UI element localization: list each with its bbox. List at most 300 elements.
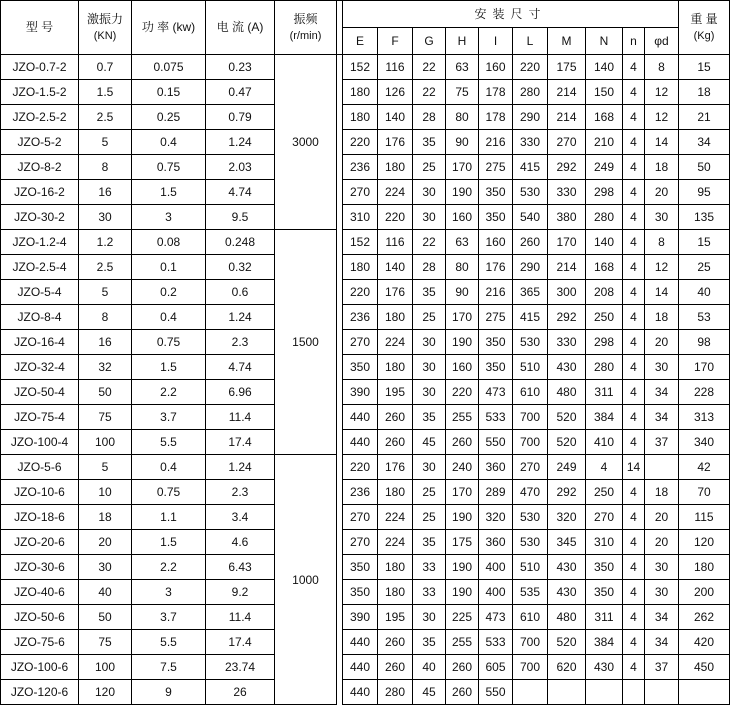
dim-cell: 345 [548,530,586,555]
force-cell: 40 [79,580,132,605]
dim-cell: 25 [413,480,446,505]
dim-cell: 4 [623,430,645,455]
table-row [1,580,730,605]
dim-cell: 175 [446,530,479,555]
header-dim-7: N [586,28,623,55]
dim-cell: 380 [548,205,586,230]
dim-cell: 152 [343,230,378,255]
weight-cell: 200 [679,580,730,605]
force-cell: 30 [79,555,132,580]
table-row [1,680,730,705]
dim-cell: 280 [513,80,548,105]
dim-cell: 190 [446,180,479,205]
dim-cell: 224 [378,330,413,355]
dim-cell: 4 [623,380,645,405]
dim-cell: 440 [343,630,378,655]
dim-cell: 350 [586,555,623,580]
dim-cell: 510 [513,355,548,380]
dim-cell [623,680,645,705]
model-cell: JZO-40-6 [1,580,79,605]
model-cell: JZO-5-2 [1,130,79,155]
table-row [1,255,730,280]
dim-cell: 20 [645,330,679,355]
dim-cell: 350 [479,205,513,230]
model-cell: JZO-2.5-2 [1,105,79,130]
force-cell: 100 [79,655,132,680]
dim-cell: 4 [623,155,645,180]
dim-cell: 25 [413,155,446,180]
dim-cell: 34 [645,380,679,405]
dim-cell: 610 [513,380,548,405]
dim-cell: 25 [413,505,446,530]
current-cell: 26 [206,680,275,705]
dim-cell: 37 [645,655,679,680]
dim-cell: 170 [446,155,479,180]
dim-cell: 34 [645,605,679,630]
force-cell: 75 [79,405,132,430]
dim-cell: 20 [645,180,679,205]
dim-cell: 35 [413,405,446,430]
dim-cell: 22 [413,55,446,80]
dim-cell: 18 [645,305,679,330]
model-cell: JZO-8-2 [1,155,79,180]
header-weight: 重 量 (Kg) [679,1,730,55]
dim-cell: 220 [343,280,378,305]
dim-cell [548,680,586,705]
dim-cell: 176 [479,255,513,280]
table-row [1,605,730,630]
force-cell: 75 [79,630,132,655]
power-cell: 3 [132,205,206,230]
power-cell: 3.7 [132,605,206,630]
dim-cell: 270 [343,530,378,555]
dim-cell: 12 [645,105,679,130]
dim-cell: 520 [548,430,586,455]
dim-cell: 4 [623,180,645,205]
current-cell: 11.4 [206,605,275,630]
dim-cell: 330 [513,130,548,155]
current-cell: 2.03 [206,155,275,180]
current-cell: 17.4 [206,430,275,455]
dim-cell: 190 [446,580,479,605]
dim-cell: 298 [586,180,623,205]
power-cell: 3.7 [132,405,206,430]
dim-cell: 180 [343,105,378,130]
dim-cell: 180 [378,155,413,180]
header-frequency: 振频 (r/min) [275,1,337,55]
table-row [1,205,730,230]
weight-cell [679,680,730,705]
model-cell: JZO-100-4 [1,430,79,455]
header-dim-5: L [513,28,548,55]
dim-cell: 275 [479,305,513,330]
dim-cell: 535 [513,580,548,605]
dim-cell: 168 [586,255,623,280]
dim-cell: 216 [479,130,513,155]
table-row [1,305,730,330]
weight-cell: 40 [679,280,730,305]
dim-cell: 168 [586,105,623,130]
current-cell: 0.47 [206,80,275,105]
dim-cell [645,680,679,705]
dim-cell: 533 [479,630,513,655]
table-row [1,105,730,130]
table-row [1,555,730,580]
model-cell: JZO-75-6 [1,630,79,655]
table-row [1,330,730,355]
dim-cell: 80 [446,105,479,130]
model-cell: JZO-16-2 [1,180,79,205]
dim-cell: 35 [413,280,446,305]
dim-cell: 270 [586,505,623,530]
frequency-cell: 3000 [275,55,337,230]
force-cell: 50 [79,380,132,405]
weight-cell: 15 [679,55,730,80]
dim-cell: 260 [378,655,413,680]
dim-cell: 440 [343,655,378,680]
current-cell: 1.24 [206,130,275,155]
dim-cell: 208 [586,280,623,305]
current-cell: 17.4 [206,630,275,655]
dim-cell: 290 [513,105,548,130]
dim-cell: 310 [343,205,378,230]
dim-cell: 260 [378,405,413,430]
weight-cell: 450 [679,655,730,680]
dim-cell: 255 [446,405,479,430]
dim-cell: 176 [378,130,413,155]
dim-cell: 225 [446,605,479,630]
power-cell: 0.2 [132,280,206,305]
table-row [1,630,730,655]
power-cell: 1.1 [132,505,206,530]
dim-cell: 350 [343,555,378,580]
dim-cell: 292 [548,480,586,505]
dim-cell: 30 [645,355,679,380]
power-cell: 0.75 [132,330,206,355]
model-cell: JZO-30-6 [1,555,79,580]
weight-cell: 21 [679,105,730,130]
dim-cell: 170 [548,230,586,255]
dim-cell: 45 [413,430,446,455]
dim-cell: 4 [623,130,645,155]
power-cell: 1.5 [132,355,206,380]
dim-cell: 280 [378,680,413,705]
dim-cell: 249 [548,455,586,480]
dim-cell: 63 [446,230,479,255]
dim-cell: 195 [378,605,413,630]
dim-cell [645,455,679,480]
dim-cell: 4 [623,580,645,605]
dim-cell: 30 [413,380,446,405]
dim-cell: 4 [623,605,645,630]
model-cell: JZO-18-6 [1,505,79,530]
dim-cell: 4 [623,105,645,130]
dim-cell [586,680,623,705]
dim-cell: 300 [548,280,586,305]
dim-cell: 22 [413,230,446,255]
dim-cell: 30 [413,605,446,630]
force-cell: 1.2 [79,230,132,255]
dim-cell: 470 [513,480,548,505]
dim-cell: 530 [513,505,548,530]
dim-cell: 390 [343,605,378,630]
weight-cell: 135 [679,205,730,230]
dim-cell: 415 [513,305,548,330]
dim-cell: 20 [645,505,679,530]
current-cell: 0.32 [206,255,275,280]
dim-cell: 220 [343,455,378,480]
force-cell: 10 [79,480,132,505]
current-cell: 0.248 [206,230,275,255]
weight-cell: 53 [679,305,730,330]
force-cell: 18 [79,505,132,530]
dim-cell: 365 [513,280,548,305]
model-cell: JZO-0.7-2 [1,55,79,80]
dim-cell: 400 [479,555,513,580]
dim-cell: 75 [446,80,479,105]
dim-cell: 30 [645,205,679,230]
dim-cell: 250 [586,480,623,505]
table-row [1,230,730,255]
force-cell: 2.5 [79,255,132,280]
dim-cell: 28 [413,255,446,280]
dim-cell: 236 [343,480,378,505]
current-cell: 11.4 [206,405,275,430]
dim-cell: 214 [548,80,586,105]
power-cell: 2.2 [132,555,206,580]
dim-cell: 180 [378,580,413,605]
model-cell: JZO-50-6 [1,605,79,630]
dim-cell: 4 [623,330,645,355]
dim-cell: 224 [378,505,413,530]
weight-cell: 98 [679,330,730,355]
dim-cell: 220 [378,205,413,230]
header-dim-4: I [479,28,513,55]
table-row [1,155,730,180]
dim-cell: 12 [645,255,679,280]
dim-cell: 440 [343,430,378,455]
dim-cell: 430 [586,655,623,680]
current-cell: 3.4 [206,505,275,530]
model-cell: JZO-2.5-4 [1,255,79,280]
model-cell: JZO-30-2 [1,205,79,230]
current-cell: 1.24 [206,305,275,330]
power-cell: 0.4 [132,455,206,480]
header-current: 电 流 (A) [206,1,275,55]
current-cell: 6.96 [206,380,275,405]
dim-cell: 290 [513,255,548,280]
dim-cell: 180 [378,355,413,380]
dim-cell: 4 [623,230,645,255]
dim-cell: 473 [479,380,513,405]
dim-cell: 4 [623,630,645,655]
dim-cell: 180 [378,305,413,330]
dim-cell: 530 [513,530,548,555]
dim-cell: 140 [586,230,623,255]
frequency-cell: 1000 [275,455,337,705]
header-power: 功 率 (kw) [132,1,206,55]
dim-cell: 90 [446,130,479,155]
dim-cell: 33 [413,555,446,580]
dim-cell: 4 [623,530,645,555]
dim-cell: 210 [586,130,623,155]
dim-cell: 350 [479,355,513,380]
dim-cell: 8 [645,55,679,80]
header-dim-2: G [413,28,446,55]
model-cell: JZO-75-4 [1,405,79,430]
dim-cell: 700 [513,430,548,455]
dim-cell: 4 [623,355,645,380]
dim-cell: 236 [343,305,378,330]
force-cell: 120 [79,680,132,705]
force-cell: 50 [79,605,132,630]
dim-cell: 480 [548,605,586,630]
dim-cell: 4 [623,305,645,330]
dim-cell: 270 [343,505,378,530]
dim-cell: 14 [623,455,645,480]
header-dim-6: M [548,28,586,55]
dim-cell: 20 [645,530,679,555]
weight-cell: 25 [679,255,730,280]
model-cell: JZO-16-4 [1,330,79,355]
dim-cell: 430 [548,355,586,380]
dim-cell: 540 [513,205,548,230]
header-dim-0: E [343,28,378,55]
model-cell: JZO-20-6 [1,530,79,555]
header-dim-9: φd [645,28,679,55]
weight-cell: 180 [679,555,730,580]
dim-cell: 620 [548,655,586,680]
dim-cell: 220 [343,130,378,155]
dim-cell: 700 [513,405,548,430]
dim-cell: 700 [513,630,548,655]
dim-cell: 150 [586,80,623,105]
model-cell: JZO-5-4 [1,280,79,305]
dim-cell: 4 [623,255,645,280]
dim-cell: 152 [343,55,378,80]
dim-cell: 530 [513,330,548,355]
model-cell: JZO-10-6 [1,480,79,505]
dim-cell: 8 [645,230,679,255]
current-cell: 1.24 [206,455,275,480]
table-row [1,655,730,680]
header-dim-1: F [378,28,413,55]
force-cell: 100 [79,430,132,455]
force-cell: 0.7 [79,55,132,80]
weight-cell: 42 [679,455,730,480]
dim-cell: 320 [479,505,513,530]
dim-cell: 190 [446,555,479,580]
dim-cell: 4 [623,505,645,530]
header-install-dims: 安装尺寸 [343,1,679,28]
current-cell: 2.3 [206,330,275,355]
model-cell: JZO-50-4 [1,380,79,405]
dim-cell: 350 [479,330,513,355]
model-cell: JZO-120-6 [1,680,79,705]
weight-cell: 170 [679,355,730,380]
header-force: 激振力 (KN) [79,1,132,55]
dim-cell: 510 [513,555,548,580]
current-cell: 9.2 [206,580,275,605]
dim-cell: 533 [479,405,513,430]
dim-cell: 415 [513,155,548,180]
dim-cell: 390 [343,380,378,405]
dim-cell: 4 [586,455,623,480]
table-body [1,55,730,705]
table-row [1,530,730,555]
dim-cell: 350 [343,355,378,380]
force-cell: 5 [79,455,132,480]
table-row [1,505,730,530]
header-dim-8: n [623,28,645,55]
dim-cell: 260 [446,655,479,680]
dim-cell: 270 [548,130,586,155]
force-cell: 8 [79,305,132,330]
power-cell: 0.15 [132,80,206,105]
table-row [1,130,730,155]
force-cell: 20 [79,530,132,555]
power-cell: 0.1 [132,255,206,280]
frequency-cell: 1500 [275,230,337,455]
current-cell: 4.74 [206,355,275,380]
dim-cell: 30 [413,180,446,205]
dim-cell: 530 [513,180,548,205]
dim-cell: 30 [645,555,679,580]
dim-cell: 520 [548,405,586,430]
dim-cell: 440 [343,405,378,430]
dim-cell: 35 [413,530,446,555]
dim-cell: 30 [413,205,446,230]
dim-cell: 430 [548,580,586,605]
current-cell: 0.79 [206,105,275,130]
power-cell: 9 [132,680,206,705]
power-cell: 0.4 [132,305,206,330]
dim-cell: 255 [446,630,479,655]
dim-cell: 4 [623,405,645,430]
dim-cell: 520 [548,630,586,655]
dim-cell: 292 [548,305,586,330]
dim-cell: 270 [343,180,378,205]
table-row [1,55,730,80]
dim-cell: 236 [343,155,378,180]
dim-cell: 480 [548,380,586,405]
weight-cell: 95 [679,180,730,205]
weight-cell: 120 [679,530,730,555]
dim-cell: 180 [343,255,378,280]
power-cell: 2.2 [132,380,206,405]
dim-cell: 30 [413,355,446,380]
power-cell: 1.5 [132,180,206,205]
dim-cell: 90 [446,280,479,305]
dim-cell: 220 [513,55,548,80]
weight-cell: 70 [679,480,730,505]
dim-cell [513,680,548,705]
dim-cell: 116 [378,230,413,255]
dim-cell: 4 [623,555,645,580]
dim-cell: 280 [586,205,623,230]
dim-cell: 116 [378,55,413,80]
current-cell: 2.3 [206,480,275,505]
dim-cell: 28 [413,105,446,130]
dim-cell: 410 [586,430,623,455]
dim-cell: 311 [586,605,623,630]
dim-cell: 550 [479,430,513,455]
model-cell: JZO-32-4 [1,355,79,380]
dim-cell: 190 [446,330,479,355]
table-row [1,405,730,430]
dim-cell: 18 [645,155,679,180]
table-row [1,380,730,405]
